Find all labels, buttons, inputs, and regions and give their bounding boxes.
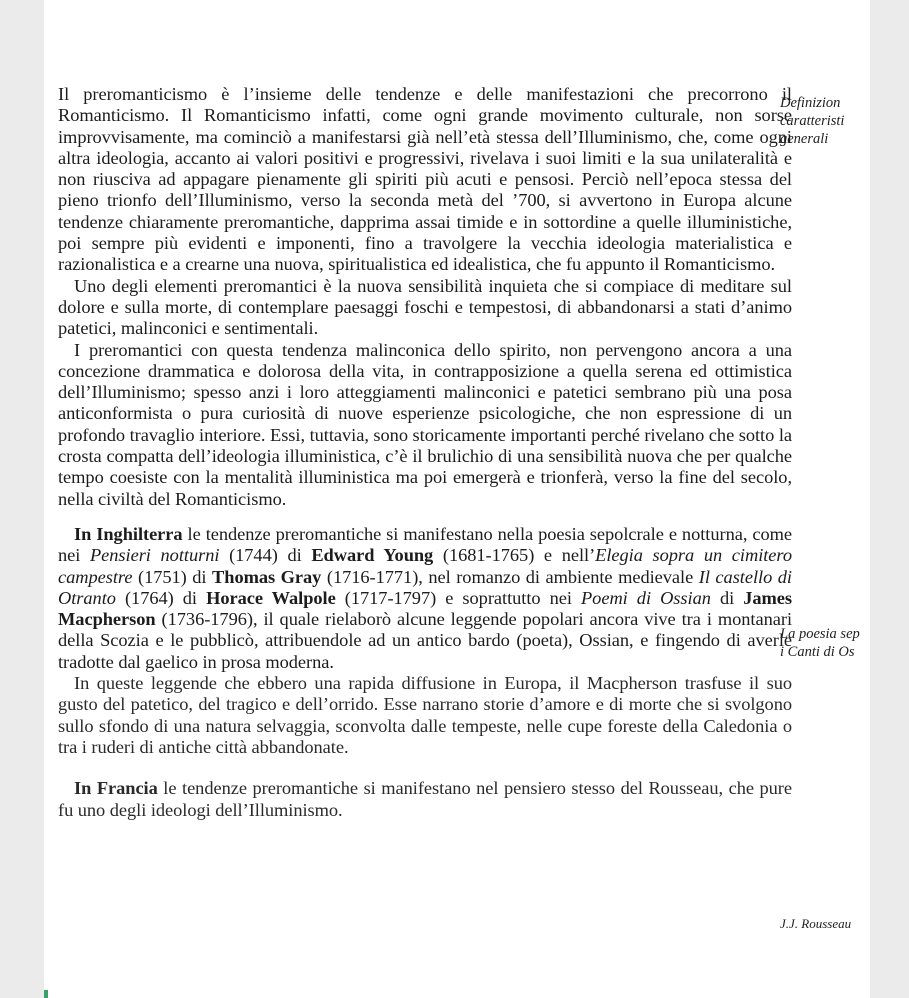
- lead-in-inghilterra: In Inghilterra: [74, 523, 183, 544]
- work-title: Elegia sopra un cimitero campestre: [58, 545, 792, 587]
- work-title: Pensieri notturni: [89, 545, 220, 566]
- work-title: Il castello di Otranto: [58, 566, 792, 608]
- margin-note-poetry: La poesia sep i Canti di Os: [780, 626, 860, 660]
- page-edge-marker: [44, 990, 48, 998]
- paragraph-ossian-legends: In queste leggende che ebbero una rapida diffusione in Europa, il Macpherson trasfuse il suo gusto del patetico, del tragico e dell’orrido. Esse narrano storie d’amore e di morte che si svolgono sullo sfondo di una natura selvaggia, sconvolta dalle tempeste, nelle cupe foreste della Caledonia o tra i ruderi di antiche città abbandonate.: [58, 673, 792, 757]
- paragraph-preromanticism-definition: Il preromanticismo è l’insieme delle tendenze e delle manifestazioni che precorrono il Romanticismo. Il Romanticismo infatti, come ogni grande movimento culturale, non sorse improvvisamente, ma cominciò a manifestarsi già nell’età stessa dell’Illuminismo, che, come ogni altra ideologia, accanto ai valori positivi e progressivi, rivelava i suoi limiti e la sua unilateralità e non riusciva ad appagare pienamente gli spiriti più acuti e pensosi. Perciò nell’epoca stessa del pieno trionfo dell’Illuminismo, verso la seconda metà del ’700, si avvertono in Europa alcune tendenze chiaramente preromantiche, dapprima assai timide e in sottordine a quelle illuministiche, poi sempre più evidenti e imponenti, fino a travolgere la vecchia ideologia materialistica e razionalistica e a crearne una nuova, spiritualistica ed idealistica, che fu appunto il Romanticismo.: [58, 84, 792, 275]
- paragraph-new-sensibility: Uno degli elementi preromantici è la nuova sensibilità inquieta che si compiace di meditare sul dolore e sulla morte, di contemplare paesaggi foschi e tempestosi, di abbandonarsi a stati d’animo patetici, malinconici e sentimentali.: [58, 275, 792, 339]
- margin-note-definitions: Definizion caratteristi generali: [780, 95, 845, 147]
- lead-in-francia: In Francia: [74, 778, 158, 799]
- work-title: Poemi di Ossian: [581, 587, 711, 608]
- paragraph-england: In Inghilterra le tendenze preromantiche si manifestano nella poesia sepolcrale e notturna, come nei Pensieri notturni (1744) di Edward Young (1681-1765) e nell’Elegia sopra un cimitero campestre (1751) di Thomas Gray (1716-1771), nel romanzo di ambiente medievale Il castello di Otranto (1764) di Horace Walpole (1717-1797) e soprattutto nei Poemi di Ossian di James Macpherson (1736-1796), il quale rielaborò alcune leggende popolari ancora vive tra i montanari della Scozia e le pubblicò, attribuendole ad un antico bardo (poeta), Ossian, e fingendo di averle tradotte dal gaelico in prosa moderna.: [58, 523, 793, 672]
- author-name: Thomas Gray: [212, 566, 322, 587]
- author-name: Edward Young: [311, 545, 434, 566]
- paragraph-melancholic-tendency: I preromantici con questa tendenza malinconica dello spirito, non pervengono ancora a una concezione drammatica e dolorosa della vita, in contrapposizione a quella serena ed ottimistica dell’Illuminismo; spesso anzi i loro atteggiamenti malinconici e patetici sembrano più una posa anticonformista o pura curiosità di nuove esperienze psicologiche, che non espressione di un profondo travaglio interiore. Essi, tuttavia, sono storicamente importanti perché rivelano che sotto la crosta compatta dell’ideologia illuministica, c’è il brulichio di una sensibilità nuova che per qualche tempo coesiste con la mentalità illuministica ma poi emergerà e trionferà, verso la fine del secolo, nella civiltà del Romanticismo.: [58, 339, 792, 509]
- text-column: [58, 84, 792, 821]
- margin-note-rousseau: J.J. Rousseau: [780, 916, 852, 931]
- paragraph-france: In Francia le tendenze preromantiche si manifestano nel pensiero stesso del Rousseau, che pure fu uno degli ideologi dell’Illuminismo.: [58, 778, 792, 820]
- author-name: James Macpherson: [58, 587, 793, 630]
- book-page: [44, 0, 870, 998]
- author-name: Horace Walpole: [206, 587, 336, 608]
